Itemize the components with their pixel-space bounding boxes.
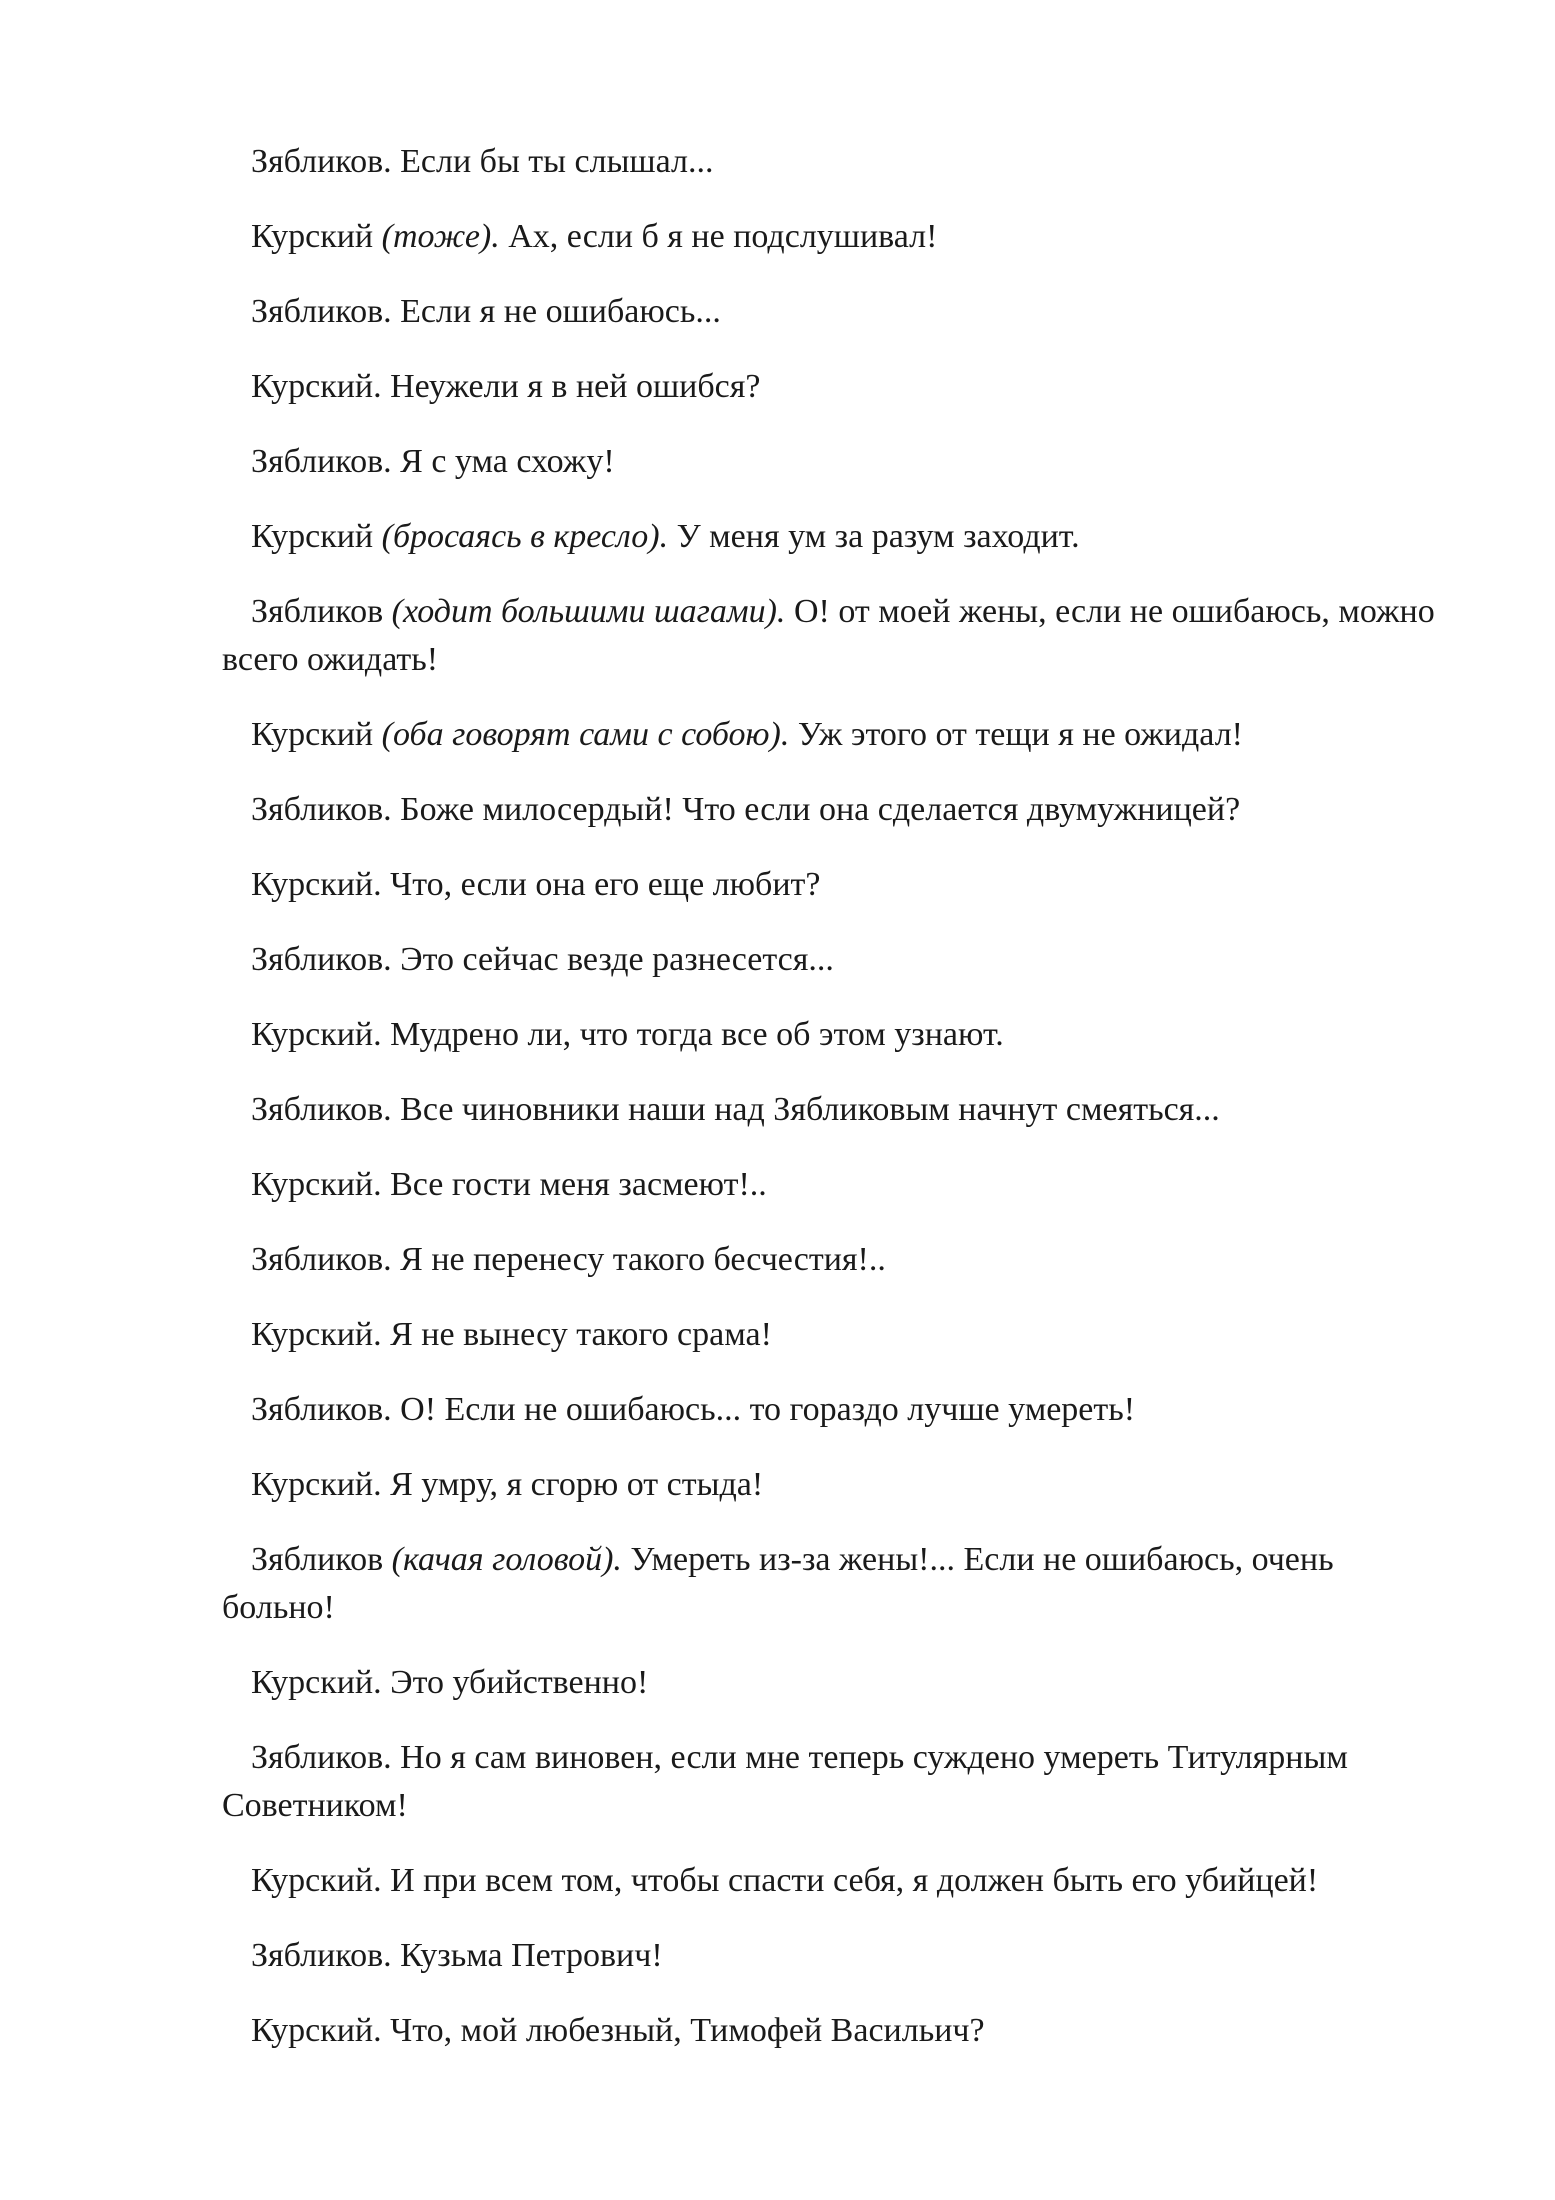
speaker: Зябликов. xyxy=(251,1091,392,1128)
speech: Кузьма Петрович! xyxy=(400,1937,663,1974)
dialogue-line xyxy=(222,513,1442,561)
speaker: Курский. xyxy=(251,1664,382,1701)
dialogue-line xyxy=(222,588,1442,684)
dialogue-line xyxy=(222,213,1442,261)
speaker: Курский xyxy=(251,218,374,255)
speech: И при всем том, чтобы спасти себя, я должен быть его убийцей! xyxy=(390,1862,1319,1899)
dialogue-line xyxy=(222,138,1442,186)
dialogue-line xyxy=(222,1161,1442,1209)
dialogue-line xyxy=(222,363,1442,411)
speech: Что, если она его еще любит? xyxy=(390,866,821,903)
speech: Но я сам виновен, если мне теперь суждено умереть Титулярным Советником! xyxy=(222,1739,1348,1824)
speaker: Курский. xyxy=(251,1016,382,1053)
speech: Мудрено ли, что тогда все об этом узнают. xyxy=(390,1016,1004,1053)
dialogue-line xyxy=(222,786,1442,834)
speaker: Курский. xyxy=(251,1862,382,1899)
speech: О! Если не ошибаюсь... то гораздо лучше умереть! xyxy=(400,1391,1136,1428)
dialogue-line xyxy=(222,1311,1442,1359)
speaker: Зябликов. xyxy=(251,443,392,480)
dialogue-line xyxy=(222,1461,1442,1509)
speech: Если я не ошибаюсь... xyxy=(400,293,721,330)
dialogue-line xyxy=(222,861,1442,909)
speech: Умереть из-за жены!... Если не ошибаюсь, очень больно! xyxy=(222,1541,1334,1626)
dialogue-line xyxy=(222,1734,1442,1830)
speaker: Зябликов. xyxy=(251,143,392,180)
speaker: Зябликов. xyxy=(251,1241,392,1278)
speech: Я умру, я сгорю от стыда! xyxy=(390,1466,764,1503)
dialogue-line xyxy=(222,1386,1442,1434)
play-text xyxy=(222,138,1442,2082)
speaker: Курский. xyxy=(251,1466,382,1503)
dialogue-line xyxy=(222,1536,1442,1632)
speech: Все гости меня засмеют!.. xyxy=(390,1166,767,1203)
speech: Если бы ты слышал... xyxy=(400,143,714,180)
speech: Я не вынесу такого срама! xyxy=(390,1316,772,1353)
dialogue-line xyxy=(222,1659,1442,1707)
speech: Уж этого от тещи я не ожидал! xyxy=(797,716,1243,753)
speaker: Курский xyxy=(251,518,374,555)
speech: Я не перенесу такого бесчестия!.. xyxy=(400,1241,886,1278)
speaker: Курский. xyxy=(251,866,382,903)
speaker: Зябликов. xyxy=(251,1391,392,1428)
dialogue-line xyxy=(222,2007,1442,2055)
speaker: Зябликов. xyxy=(251,293,392,330)
speaker: Курский. xyxy=(251,1316,382,1353)
speech: О! от моей жены, если не ошибаюсь, можно всего ожидать! xyxy=(222,593,1435,678)
speech: Что, мой любезный, Тимофей Васильич? xyxy=(390,2012,985,2049)
dialogue-line xyxy=(222,1932,1442,1980)
speaker: Курский. xyxy=(251,368,382,405)
speech: Боже милосердый! Что если она сделается двумужницей? xyxy=(400,791,1241,828)
speaker: Зябликов. xyxy=(251,791,392,828)
stage-direction: (качая головой). xyxy=(391,1541,622,1578)
speaker: Курский xyxy=(251,716,374,753)
speaker: Зябликов. xyxy=(251,1937,392,1974)
speaker: Зябликов xyxy=(251,1541,384,1578)
stage-direction: (оба говорят сами с собою). xyxy=(381,716,790,753)
stage-direction: (тоже). xyxy=(381,218,500,255)
speech: Это сейчас везде разнесется... xyxy=(400,941,834,978)
speech: Это убийственно! xyxy=(390,1664,649,1701)
speaker: Зябликов. xyxy=(251,941,392,978)
dialogue-line xyxy=(222,1857,1442,1905)
speech: У меня ум за разум заходит. xyxy=(676,518,1080,555)
speaker: Зябликов. xyxy=(251,1739,392,1776)
speaker: Курский. xyxy=(251,2012,382,2049)
dialogue-line xyxy=(222,288,1442,336)
dialogue-line xyxy=(222,438,1442,486)
dialogue-line xyxy=(222,1011,1442,1059)
speaker: Зябликов xyxy=(251,593,384,630)
speech: Ах, если б я не подслушивал! xyxy=(508,218,938,255)
stage-direction: (бросаясь в кресло). xyxy=(381,518,669,555)
dialogue-line xyxy=(222,1236,1442,1284)
speech: Я с ума схожу! xyxy=(400,443,615,480)
dialogue-line xyxy=(222,711,1442,759)
speech: Все чиновники наши над Зябликовым начнут смеяться... xyxy=(400,1091,1220,1128)
stage-direction: (ходит большими шагами). xyxy=(391,593,786,630)
speech: Неужели я в ней ошибся? xyxy=(390,368,761,405)
dialogue-line xyxy=(222,936,1442,984)
speaker: Курский. xyxy=(251,1166,382,1203)
dialogue-line xyxy=(222,1086,1442,1134)
